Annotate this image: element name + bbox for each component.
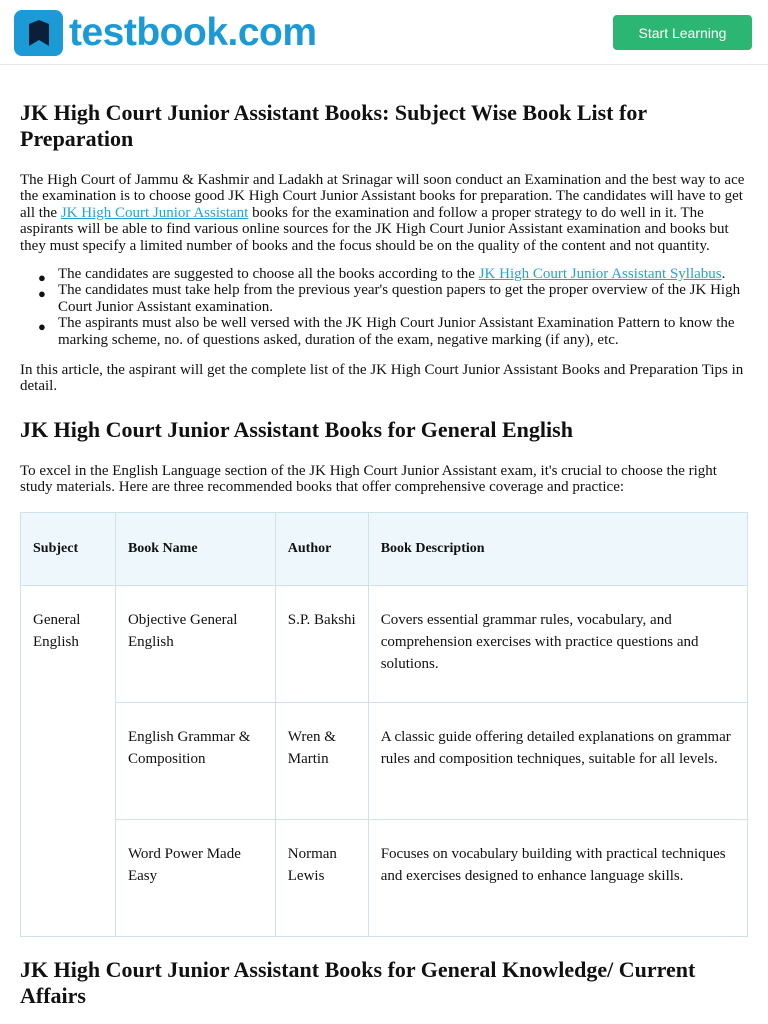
english-heading: JK High Court Junior Assistant Books for General English (20, 416, 573, 442)
book-name-cell: Objective General English (115, 585, 275, 702)
tips-list (38, 266, 750, 348)
article-title: JK High Court Junior Assistant Books: Subject Wise Book List for Preparation (20, 100, 647, 151)
list-item: ● The aspirants must also be well versed with the JK High Court Junior Assistant Examination Pattern to know the marking scheme, no. of questions asked, duration of the exam, negative marking (if any), etc. (38, 315, 735, 348)
book-name-cell: Word Power Made Easy (115, 819, 275, 936)
description-cell: A classic guide offering detailed explanations on grammar rules and composition techniques, suitable for all levels. (368, 702, 747, 819)
bullet-icon: ● (38, 319, 46, 335)
intro-paragraph: The High Court of Jammu & Kashmir and Ladakh at Srinagar will soon conduct an Examination and the best way to ace the examination is to choose good JK High Court Junior Assistant books for preparation. The candidates will have to get all the JK High Court Junior Assistant books for the examination and follow a proper strategy to do well in it. The aspirants will be able to find various online sources for the JK High Court Junior Assistant examination and books but they must specify a limited number of books and the focus should be on the quality of the content and not quantity. (20, 172, 745, 254)
subject-cell: General English (21, 585, 116, 936)
author-cell: S.P. Bakshi (275, 585, 368, 702)
header-book-name: Book Name (115, 512, 275, 585)
junior-assistant-link[interactable]: JK High Court Junior Assistant (60, 204, 249, 221)
gk-heading: JK High Court Junior Assistant Books for General Knowledge/ Current Affairs (20, 956, 696, 1008)
summary-paragraph: In this article, the aspirant will get the complete list of the JK High Court Junior Assistant Books and Preparation Tips in detail. (20, 362, 744, 395)
testbook-logo-icon (14, 10, 63, 56)
table-row (21, 819, 748, 936)
table-row (21, 702, 748, 819)
header-description: Book Description (368, 512, 747, 585)
bullet-icon: ● (38, 270, 46, 286)
article (20, 100, 750, 1009)
table-header-row (21, 512, 748, 585)
syllabus-link[interactable]: JK High Court Junior Assistant Syllabus (478, 266, 722, 283)
start-learning-button[interactable]: Start Learning (613, 15, 752, 50)
testbook-logo[interactable] (14, 10, 317, 56)
description-cell: Covers essential grammar rules, vocabulary, and comprehension exercises with practice questions and solutions. (368, 585, 747, 702)
header-author: Author (275, 512, 368, 585)
site-header (0, 0, 768, 65)
header-subject: Subject (21, 512, 116, 585)
list-item: ● The candidates are suggested to choose all the books according to the JK High Court Junior Assistant Syllabus. (38, 266, 726, 286)
english-books-table (20, 512, 748, 937)
bullet-icon: ● (38, 286, 46, 302)
list-item: ● The candidates must take help from the previous year's question papers to get the proper overview of the JK High Court Junior Assistant examination. (38, 282, 741, 315)
table-row (21, 585, 748, 702)
author-cell: Wren & Martin (275, 702, 368, 819)
book-name-cell: English Grammar & Composition (115, 702, 275, 819)
author-cell: Norman Lewis (275, 819, 368, 936)
english-intro: To excel in the English Language section of the JK High Court Junior Assistant exam, it's crucial to choose the right study materials. Here are three recommended books that offer comprehensive coverage and practice: (20, 462, 717, 496)
description-cell: Focuses on vocabulary building with practical techniques and exercises designed to enhance language skills. (368, 819, 747, 936)
logo-text: testbook.com (69, 11, 317, 54)
